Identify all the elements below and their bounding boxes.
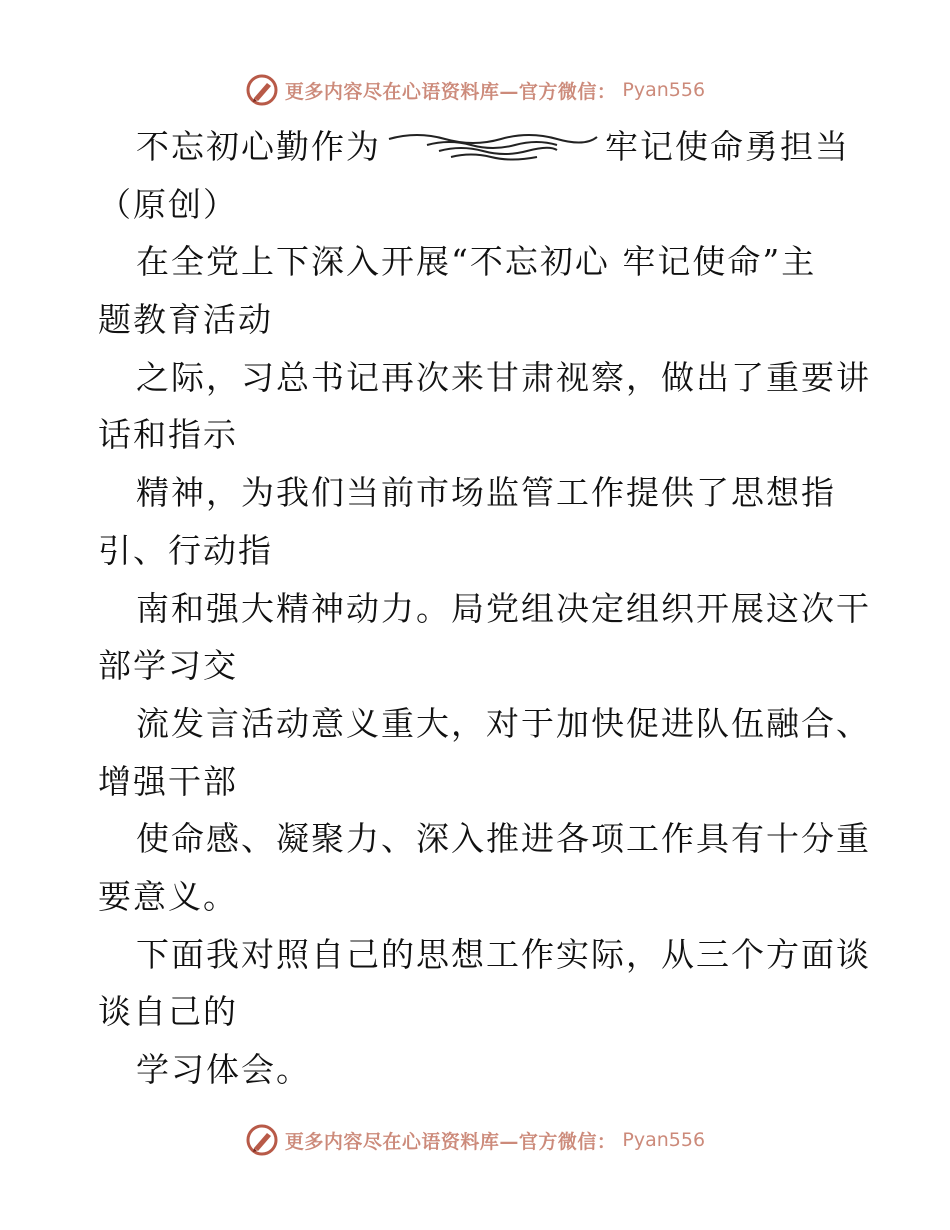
text-line: 使命感、凝聚力、深入推进各项工作具有十分重	[136, 819, 871, 859]
document-title	[98, 118, 858, 176]
text-line: 引、行动指	[98, 530, 273, 570]
wavy-separator-icon	[387, 127, 599, 167]
text-line: 学习体会。	[136, 1050, 311, 1089]
watermark-footer	[0, 1120, 950, 1160]
text-line: 流发言活动意义重大，对于加快促进队伍融合、	[136, 703, 871, 743]
text-line: 部学习交	[98, 646, 238, 686]
text-line: 之际，习总书记再次来甘肃视察，做出了重要讲	[136, 357, 871, 397]
text-line: 增强干部	[98, 761, 238, 801]
text-line: 题教育活动	[98, 300, 273, 340]
watermark-text: 更多内容尽在心语资料库—官方微信：	[284, 80, 617, 103]
watermark-header	[0, 70, 950, 110]
watermark-wechat-id: Pyan556	[622, 1129, 706, 1151]
text-line: 下面我对照自己的思想工作实际，从三个方面谈	[136, 934, 871, 974]
title-part-1: 不忘初心勤作为	[136, 127, 381, 166]
text-line: 话和指示	[98, 415, 238, 455]
text-line: 谈自己的	[98, 992, 238, 1032]
text-line: 精神，为我们当前市场监管工作提供了思想指	[136, 473, 836, 513]
paragraph	[98, 233, 871, 1098]
pen-logo-icon	[245, 73, 279, 107]
watermark-text: 更多内容尽在心语资料库—官方微信：	[284, 1130, 617, 1153]
text-line: 在全党上下深入开展“不忘初心 牢记使命”主	[136, 242, 817, 282]
text-line: 南和强大精神动力。局党组决定组织开展这次干	[136, 588, 871, 628]
title-part-2: 牢记使命勇担当	[605, 127, 850, 166]
pen-logo-icon	[245, 1123, 279, 1157]
text-line: 要意义。	[98, 876, 238, 916]
watermark-wechat-id: Pyan556	[622, 79, 706, 101]
title-suffix: （原创）	[98, 184, 238, 224]
document-body	[98, 118, 871, 1099]
